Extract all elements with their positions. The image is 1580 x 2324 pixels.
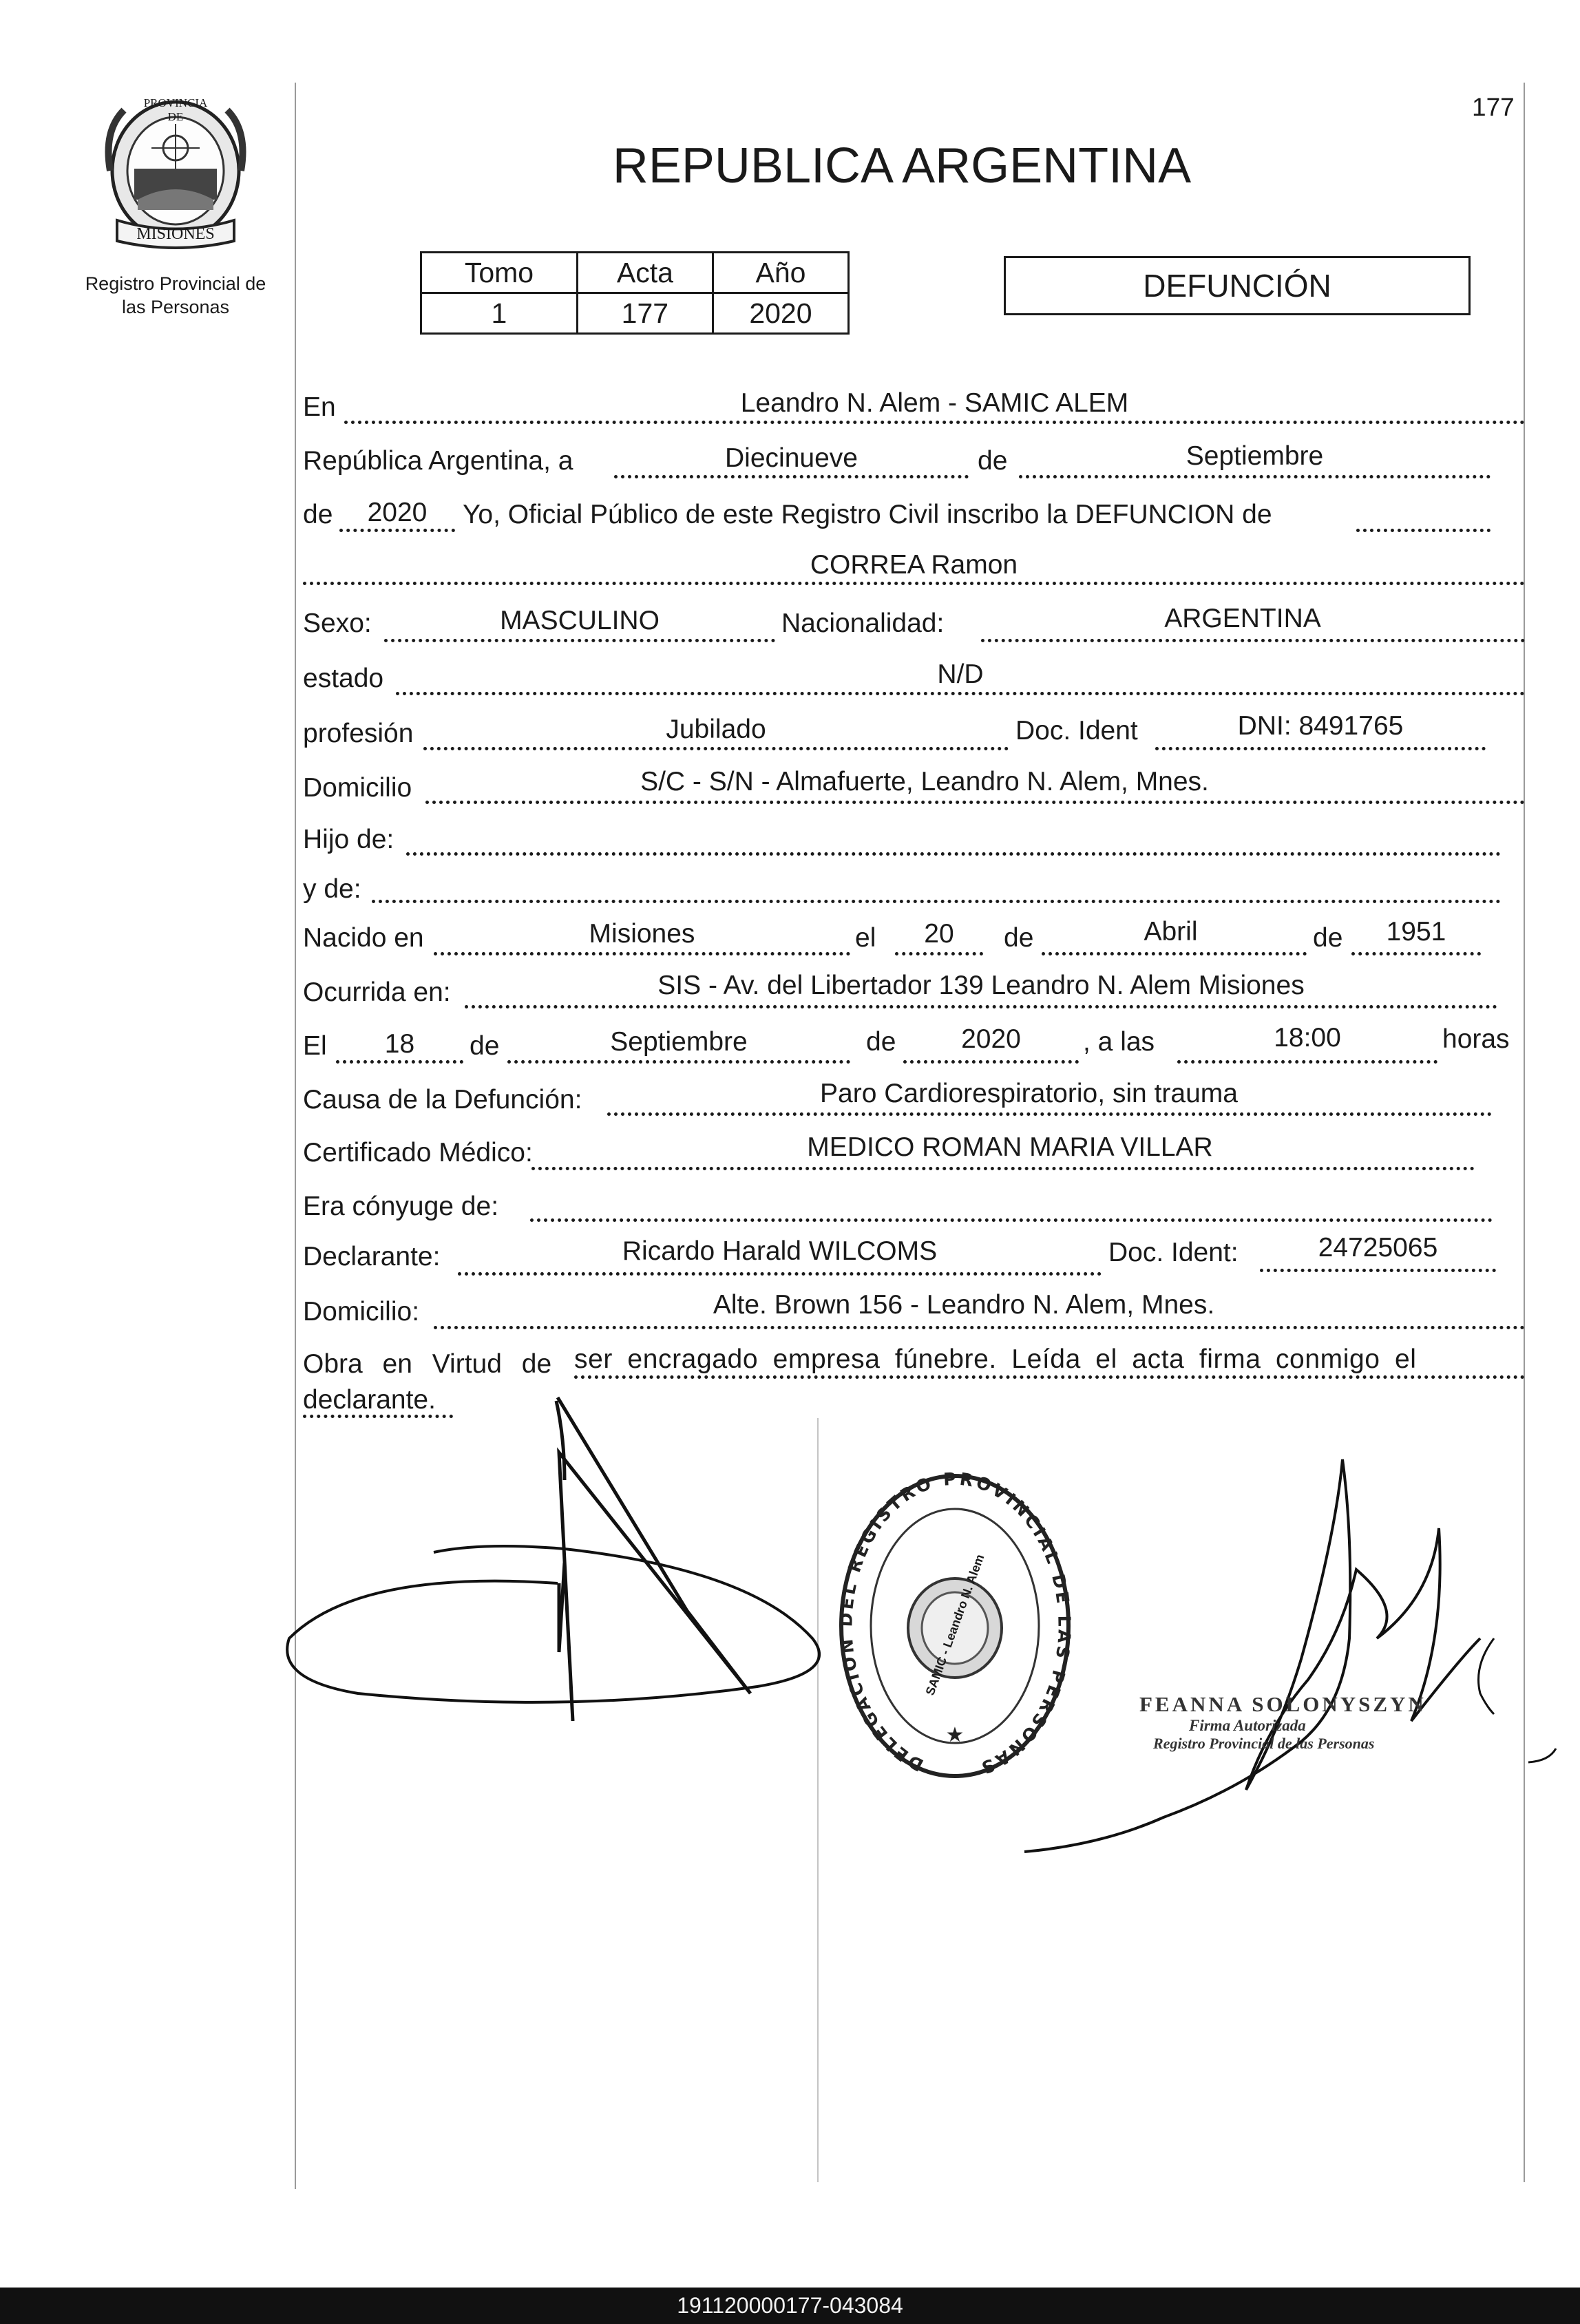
dots-defuncion-de: [1356, 529, 1491, 532]
value-nac-mes: Abril: [1144, 917, 1198, 947]
label-causa: Causa de la Defunción:: [303, 1085, 582, 1115]
misiones-coat-of-arms-logo: [96, 89, 255, 255]
page-title: REPUBLICA ARGENTINA: [612, 138, 1192, 193]
dots-domicilio-declarante: [434, 1326, 1525, 1329]
label-sexo: Sexo:: [303, 609, 372, 638]
label-domicilio: Domicilio: [303, 773, 412, 803]
dots-nacido-en: [434, 952, 850, 955]
value-nac-dia: 20: [924, 919, 954, 949]
label-conyuge: Era cónyuge de:: [303, 1192, 499, 1221]
dots-doc-ident: [1155, 747, 1486, 750]
label-certificado: Certificado Médico:: [303, 1138, 533, 1168]
value-fecha-anio: 2020: [961, 1024, 1021, 1054]
official-name: FEANNA SOLONYSZYN: [1139, 1692, 1426, 1716]
table-cell-acta: 177: [577, 293, 713, 334]
value-nacionalidad: ARGENTINA: [1164, 604, 1321, 633]
dots-y-de: [372, 900, 1501, 903]
value-dia: Diecinueve: [725, 443, 858, 473]
value-doc-ident-declarante: 24725065: [1318, 1233, 1438, 1263]
dots-nacionalidad: [981, 639, 1525, 642]
label-de-nac-1: de: [1004, 923, 1034, 953]
value-hora: 18:00: [1274, 1023, 1341, 1053]
table-header-tomo: Tomo: [421, 253, 578, 293]
label-ocurrida-en: Ocurrida en:: [303, 978, 451, 1007]
label-declarante: Declarante:: [303, 1242, 441, 1271]
label-de-mes: de: [978, 446, 1008, 476]
dots-domicilio: [425, 801, 1525, 804]
page-number: 177: [1472, 93, 1515, 121]
value-fecha-dia: 18: [384, 1029, 415, 1059]
label-domicilio-declarante: Domicilio:: [303, 1297, 420, 1327]
label-nacido-en: Nacido en: [303, 923, 424, 953]
table-header-acta: Acta: [577, 253, 713, 293]
registry-name-line1: Registro Provincial de: [85, 273, 266, 294]
dots-doc-ident-declarante: [1260, 1269, 1496, 1272]
document-type-box: DEFUNCIÓN: [1004, 256, 1471, 315]
stamp-inner-text: SAMIC - Leandro N. Alem: [923, 1552, 987, 1698]
dots-hijo-de: [406, 852, 1501, 856]
table-cell-anio: 2020: [713, 293, 848, 334]
dots-mes: [1019, 475, 1491, 478]
dots-nac-anio: [1351, 952, 1481, 955]
label-doc-ident: Doc. Ident: [1015, 716, 1138, 746]
label-de-nac-2: de: [1313, 923, 1343, 953]
svg-text:★: ★: [945, 1723, 965, 1747]
dots-estado: [396, 692, 1525, 695]
authorized-official-block: [1139, 1692, 1470, 1753]
label-el-nac: el: [855, 923, 876, 953]
dots-dia: [614, 475, 969, 478]
label-obra-en-virtud: Obra en Virtud de: [303, 1349, 552, 1379]
label-hijo-de: Hijo de:: [303, 825, 394, 854]
official-role: Firma Autorizada: [1189, 1717, 1306, 1734]
logo-text-bottom: MISIONES: [136, 225, 215, 243]
registry-name-line2: las Personas: [121, 297, 230, 317]
dots-obra: [574, 1375, 1525, 1379]
label-nacionalidad: Nacionalidad:: [781, 609, 945, 638]
dots-fecha-mes: [507, 1060, 850, 1064]
value-anio: 2020: [367, 498, 428, 527]
dots-declarante: [458, 1272, 1102, 1276]
value-doc-ident: DNI: 8491765: [1237, 711, 1404, 741]
dots-causa: [607, 1112, 1492, 1116]
value-domicilio: S/C - S/N - Almafuerte, Leandro N. Alem, Mnes.: [640, 767, 1209, 796]
left-margin-line: [295, 83, 296, 2189]
official-signature: [1019, 1432, 1580, 1872]
value-obra-texto: ser encragado empresa fúnebre. Leída el acta firma conmigo el: [574, 1344, 1417, 1374]
label-profesion: profesión: [303, 719, 414, 748]
label-de-fecha-1: de: [470, 1031, 500, 1061]
label-y-de: y de:: [303, 874, 361, 904]
label-doc-ident-declarante: Doc. Ident:: [1108, 1238, 1239, 1267]
value-ocurrida-en: SIS - Av. del Libertador 139 Leandro N. Alem Misiones: [657, 971, 1305, 1000]
dots-hora: [1177, 1060, 1437, 1064]
value-profesion: Jubilado: [666, 715, 766, 744]
label-yo-oficial: Yo, Oficial Público de este Registro Civil inscribo la DEFUNCION de: [463, 500, 1272, 529]
label-de-fecha-2: de: [866, 1027, 896, 1057]
value-obra-texto-2: declarante.: [303, 1385, 436, 1415]
value-sexo: MASCULINO: [500, 606, 660, 635]
value-declarante: Ricardo Harald WILCOMS: [622, 1236, 938, 1266]
value-fecha-mes: Septiembre: [610, 1027, 748, 1057]
value-lugar: Leandro N. Alem - SAMIC ALEM: [740, 388, 1129, 418]
label-a-las: , a las: [1083, 1027, 1155, 1057]
dots-conyuge: [530, 1218, 1493, 1222]
dots-certificado: [531, 1167, 1475, 1170]
dots-anio: [339, 529, 455, 532]
svg-text:DELEGACION DEL REGISTRO PROVIN: DELEGACION DEL REGISTRO PROVINCIAL DE LAS PERSONAS: [836, 1470, 1074, 1779]
value-domicilio-declarante: Alte. Brown 156 - Leandro N. Alem, Mnes.: [713, 1290, 1215, 1320]
table-header-anio: Año: [713, 253, 848, 293]
dots-en: [344, 421, 1525, 424]
label-de-anio: de: [303, 500, 333, 529]
dots-fallecido: [303, 582, 1525, 585]
table-cell-tomo: 1: [421, 293, 578, 334]
label-republica-a: República Argentina, a: [303, 446, 573, 476]
dots-fecha-anio: [903, 1060, 1079, 1064]
declarant-signature: [275, 1391, 847, 1735]
footer-barcode-bar: 191120000177-043084: [0, 2288, 1580, 2324]
dots-nac-mes: [1042, 952, 1307, 955]
value-mes: Septiembre: [1186, 441, 1324, 471]
dots-profesion: [423, 747, 1009, 750]
value-estado: N/D: [937, 659, 984, 689]
value-nac-anio: 1951: [1386, 917, 1446, 947]
value-causa: Paro Cardiorespiratorio, sin trauma: [820, 1079, 1238, 1108]
dots-ocurrida-en: [465, 1005, 1497, 1008]
logo-text-top: PROVINCIA DE: [143, 96, 208, 123]
act-number-table: [420, 251, 850, 335]
label-estado: estado: [303, 664, 384, 693]
value-fallecido: CORREA Ramon: [810, 550, 1018, 580]
label-el-fecha: El: [303, 1031, 327, 1061]
label-en: En: [303, 392, 336, 422]
registry-name: [55, 272, 296, 319]
label-horas: horas: [1442, 1024, 1510, 1054]
value-certificado: MEDICO ROMAN MARIA VILLAR: [807, 1132, 1213, 1162]
dots-fecha-dia: [336, 1060, 463, 1064]
official-org: Registro Provincial de las Personas: [1153, 1735, 1375, 1752]
value-nacido-en: Misiones: [589, 919, 695, 949]
dots-nac-dia: [895, 952, 983, 955]
dots-sexo: [384, 639, 775, 642]
